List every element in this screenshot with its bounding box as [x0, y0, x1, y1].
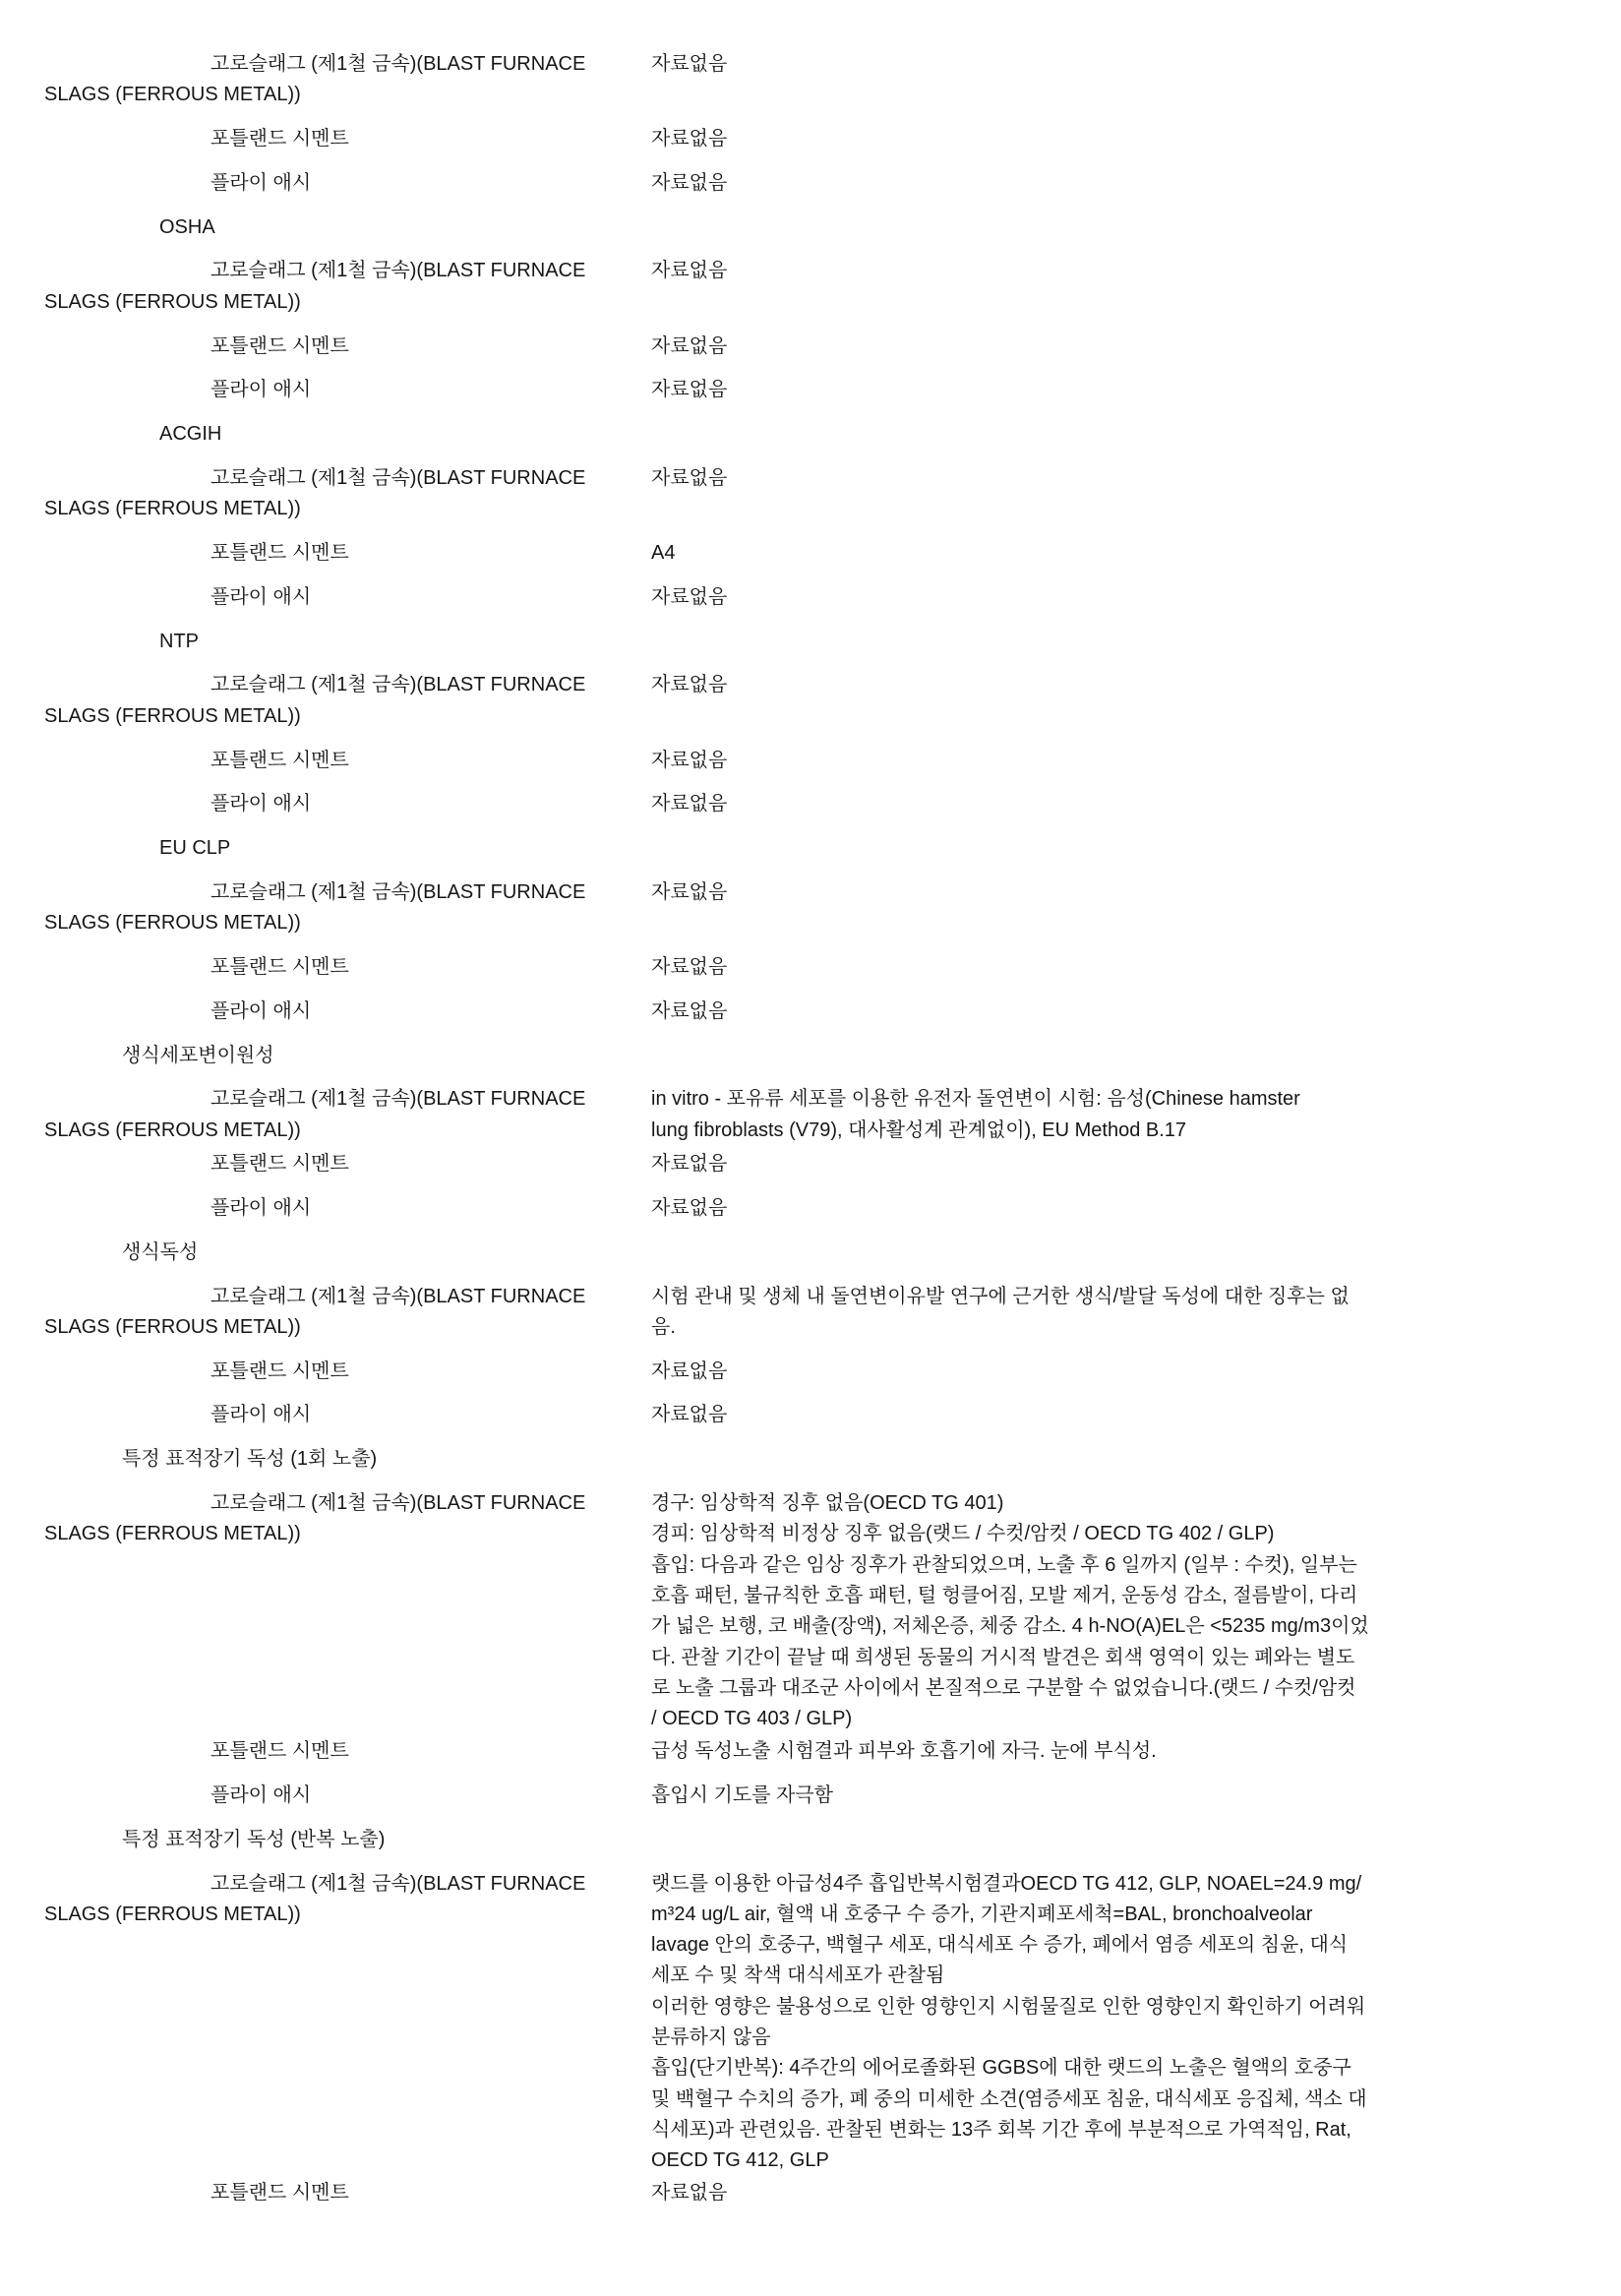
substance-value: 자료없음: [651, 880, 728, 903]
substance-value: 자료없음: [651, 956, 728, 979]
substance-name: 플라이 애시: [210, 793, 312, 816]
table-row: [0, 1781, 1621, 1811]
table-row: [0, 332, 1621, 362]
substance-value: 자료없음: [651, 466, 728, 489]
substance-value: 경구: 임상학적 징후 없음(OECD TG 401) 경피: 임상학적 비정상 징후 없음(랫드 / 수컷/암컷 / OECD TG 402 / GLP) 흡입: 다음과 같은 임상 징후가 관찰되었으며, 노출 후 6 일까지 (일부 : 수컷), 일부는 호흡 패턴, 불규칙한 호흡 패턴, 털 헝클어짐, 모발 제거, 운동성 감소, 절름발이, 다리 가 넓은 보행, 코 배출(장액), 저체온증, 체중 감소. 4 h-NO(A)EL은 <5235 mg/m3이었 다. 관찰 기간이 끝날 때 희생된 동물의 거시적 발견은 회색 영역이 있는 폐와는 별도 로 노출 그룹과 대조군 사이에서 본질적으로 구분할 수 없었습니다.(랫드 / 수컷/암컷 / OECD TG 403 / GLP): [651, 1492, 1369, 1730]
subsection-title: ACGIH: [159, 423, 222, 446]
table-row: [0, 375, 1621, 405]
substance-name: 포틀랜드 시멘트: [210, 128, 349, 151]
substance-value: 자료없음: [651, 999, 728, 1022]
table-row: [0, 877, 1621, 939]
substance-name: 포틀랜드 시멘트: [210, 1153, 349, 1176]
table-row: [0, 124, 1621, 154]
substance-name: 플라이 애시: [210, 171, 312, 194]
table-row: [0, 1736, 1621, 1767]
substance-name: 포틀랜드 시멘트: [210, 2182, 349, 2205]
substance-value: A4: [651, 542, 676, 565]
section-title: 생식세포변이원성: [122, 1044, 274, 1066]
substance-value: 자료없음: [651, 379, 728, 401]
table-row: [0, 49, 1621, 111]
substance-name: 플라이 애시: [210, 1197, 312, 1219]
substance-name: 고로슬래그 (제1철 금속)(BLAST FURNACE SLAGS (FERROUS METAL)): [44, 880, 586, 935]
table-row: [0, 746, 1621, 776]
substance-value: 자료없음: [651, 128, 728, 151]
table-row: [0, 168, 1621, 199]
table-row: [0, 952, 1621, 983]
substance-value: 자료없음: [651, 793, 728, 816]
substance-name: 고로슬래그 (제1철 금속)(BLAST FURNACE SLAGS (FERROUS METAL)): [44, 260, 586, 313]
substance-value: in vitro - 포유류 세포를 이용한 유전자 돌연변이 시험: 음성(Chinese hamster lung fibroblasts (V79), 대사활성계 관계없이), EU Method B.17: [651, 1088, 1300, 1141]
table-row: [0, 789, 1621, 819]
subsection-title: NTP: [159, 630, 199, 652]
substance-value: 시험 관내 및 생체 내 돌연변이유발 연구에 근거한 생식/발달 독성에 대한 징후는 없 음.: [651, 1285, 1350, 1338]
substance-value: 자료없음: [651, 53, 728, 75]
substance-name: 고로슬래그 (제1철 금속)(BLAST FURNACE SLAGS (FERROUS METAL)): [44, 1872, 586, 1925]
substance-name: 플라이 애시: [210, 585, 312, 608]
substance-name: 포틀랜드 시멘트: [210, 542, 349, 565]
table-row: [0, 1193, 1621, 1224]
substance-name: 플라이 애시: [210, 379, 312, 401]
substance-value: 흡입시 기도를 자극함: [651, 1783, 833, 1806]
subsection-title: EU CLP: [159, 837, 231, 860]
substance-value: 자료없음: [651, 674, 728, 696]
substance-value: 자료없음: [651, 171, 728, 194]
table-row: [0, 1084, 1621, 1146]
table-row: [0, 1400, 1621, 1430]
table-row: [0, 997, 1621, 1027]
substance-name: 고로슬래그 (제1철 금속)(BLAST FURNACE SLAGS (FERROUS METAL)): [44, 466, 586, 520]
substance-name: 포틀랜드 시멘트: [210, 334, 349, 357]
substance-value: 자료없음: [651, 1153, 728, 1176]
substance-value: 자료없음: [651, 260, 728, 282]
section-title: 특정 표적장기 독성 (반복 노출): [122, 1828, 386, 1850]
substance-value: 랫드를 이용한 아급성4주 흡입반복시험결과OECD TG 412, GLP, NOAEL=24.9 mg/ m³24 ug/L air, 혈액 내 호중구 수 증가, 기관지폐포세척=BAL, bronchoalveolar lavage 안의 호중구, 백혈구 세포, 대식세포 수 증가, 폐에서 염증 세포의 침윤, 대식 세포 수 및 착색 대식세포가 관찰됨 이러한 영향은 불용성으로 인한 영향인지 시험물질로 인한 영향인지 확인하기 어려워 분류하지 않음 흡입(단기반복): 4주간의 에어로졸화된 GGBS에 대한 랫드의 노출은 혈액의 호중구 및 백혈구 수치의 증가, 폐 중의 미세한 소견(염증세포 침윤, 대식세포 응집체, 색소 대 식세포)과 관련있음. 관찰된 변화는 13주 회복 기간 후에 부분적으로 가역적임, Rat, OECD TG 412, GLP: [651, 1872, 1367, 2172]
substance-name: 포틀랜드 시멘트: [210, 956, 349, 979]
substance-value: 자료없음: [651, 334, 728, 357]
table-row: [0, 1282, 1621, 1344]
substance-value: 자료없음: [651, 2182, 728, 2205]
section-title: 특정 표적장기 독성 (1회 노출): [122, 1448, 378, 1471]
substance-name: 고로슬래그 (제1철 금속)(BLAST FURNACE SLAGS (FERROUS METAL)): [44, 1285, 586, 1338]
substance-name: 플라이 애시: [210, 1783, 312, 1806]
substance-value: 자료없음: [651, 1404, 728, 1426]
table-row: [0, 2178, 1621, 2208]
substance-name: 고로슬래그 (제1철 금속)(BLAST FURNACE SLAGS (FERROUS METAL)): [44, 1088, 586, 1141]
substance-name: 포틀랜드 시멘트: [210, 749, 349, 771]
table-row: [0, 463, 1621, 525]
substance-value: 자료없음: [651, 585, 728, 608]
substance-name: 포틀랜드 시멘트: [210, 1359, 349, 1382]
substance-value: 자료없음: [651, 1197, 728, 1219]
subsection-title: OSHA: [159, 215, 215, 238]
table-row: [0, 582, 1621, 613]
substance-value: 급성 독성노출 시험결과 피부와 호흡기에 자극. 눈에 부식성.: [651, 1740, 1157, 1763]
substance-name: 고로슬래그 (제1철 금속)(BLAST FURNACE SLAGS (FERROUS METAL)): [44, 674, 586, 727]
substance-name: 고로슬래그 (제1철 금속)(BLAST FURNACE SLAGS (FERROUS METAL)): [44, 1492, 586, 1545]
table-row: [0, 1357, 1621, 1387]
table-row: [0, 1488, 1621, 1734]
table-row: [0, 256, 1621, 318]
substance-name: 플라이 애시: [210, 999, 312, 1022]
table-row: [0, 1869, 1621, 2177]
section-title: 생식독성: [122, 1240, 199, 1263]
table-row: [0, 1149, 1621, 1179]
substance-name: 포틀랜드 시멘트: [210, 1740, 349, 1763]
substance-name: 플라이 애시: [210, 1404, 312, 1426]
table-row: [0, 538, 1621, 569]
substance-value: 자료없음: [651, 749, 728, 771]
table-row: [0, 670, 1621, 732]
substance-name: 고로슬래그 (제1철 금속)(BLAST FURNACE SLAGS (FERROUS METAL)): [44, 53, 586, 106]
substance-value: 자료없음: [651, 1359, 728, 1382]
